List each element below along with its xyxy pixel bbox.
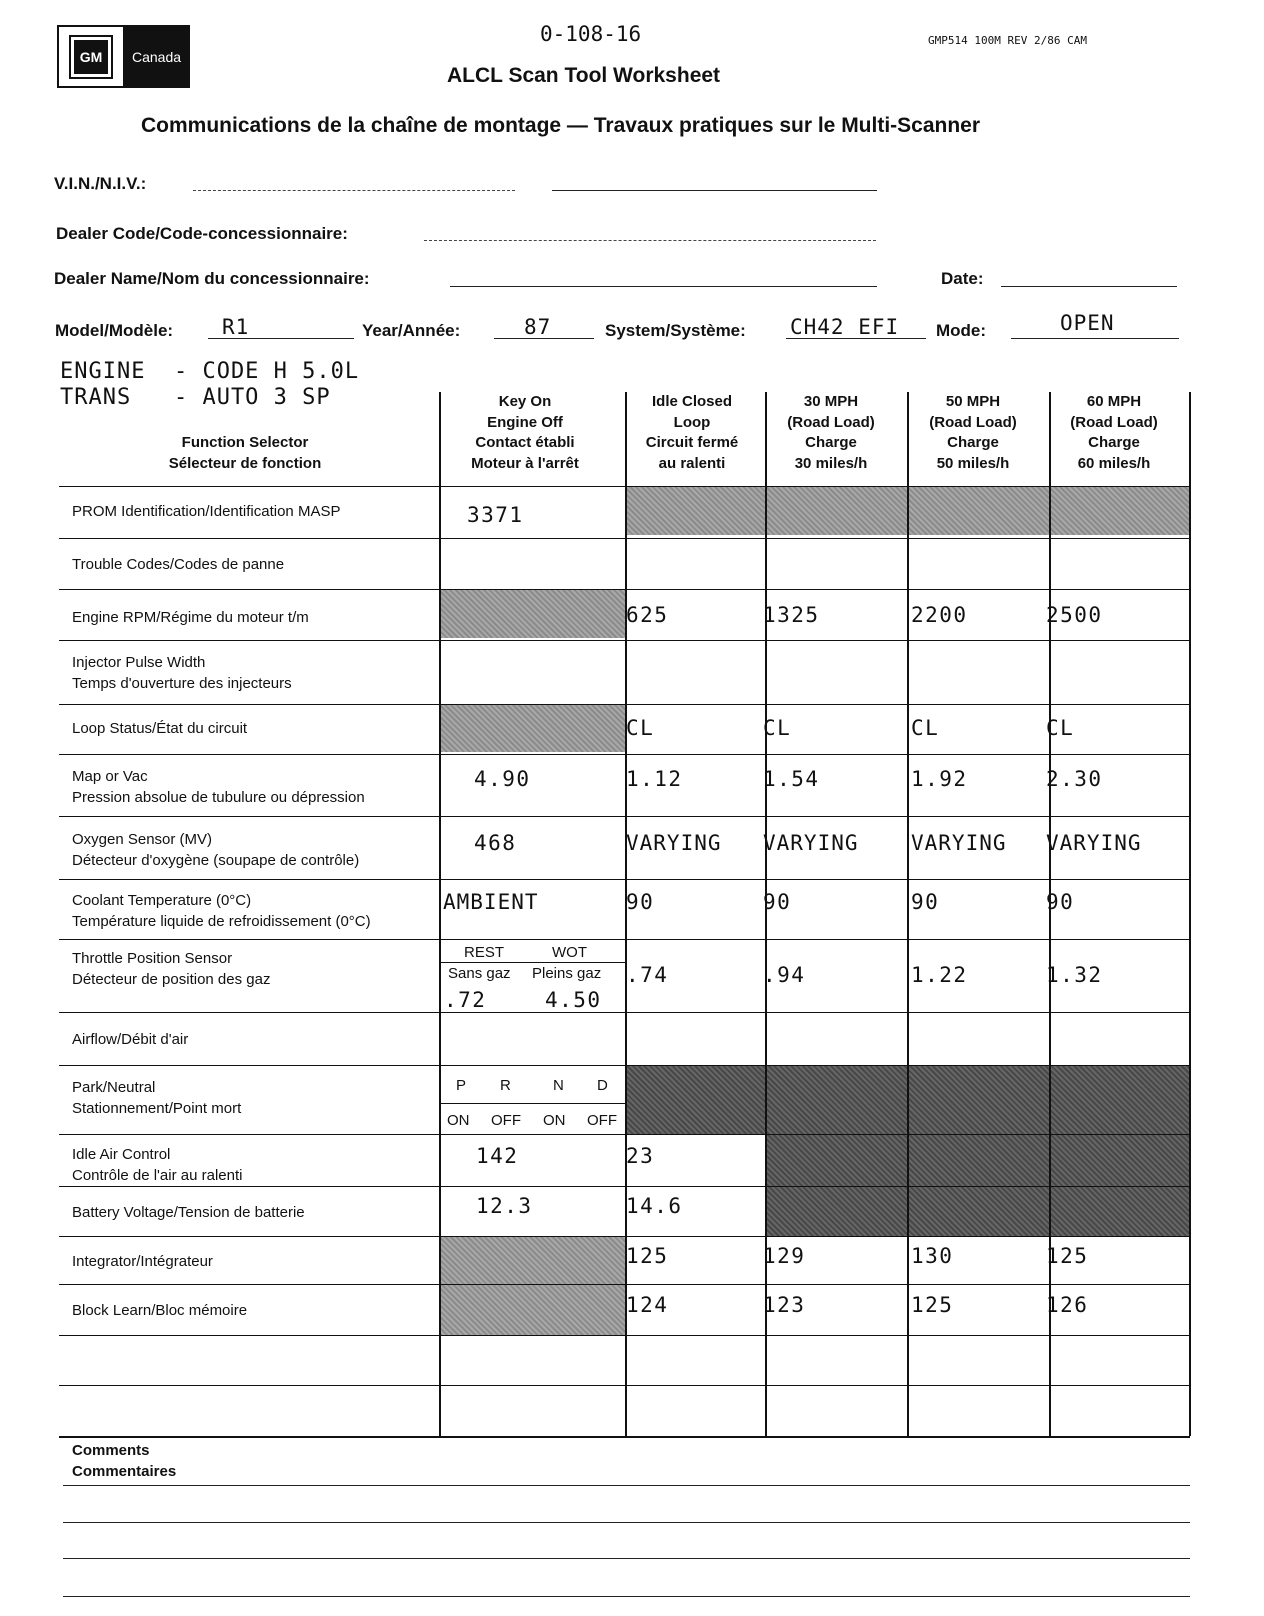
model-label: Model/Modèle: [55, 321, 174, 340]
rpm-30mph: 1325 [763, 603, 820, 627]
comments-line-4[interactable] [63, 1596, 1190, 1597]
column-header-idle: Idle Closed Loop Circuit fermé au ralenti [645, 393, 739, 472]
column-divider [765, 392, 767, 1436]
coolant-key-on: AMBIENT [443, 890, 539, 914]
map-50mph: 1.92 [911, 767, 968, 791]
oxygen-50mph: VARYING [911, 831, 1007, 855]
map-60mph: 2.30 [1046, 767, 1103, 791]
integrator-60mph: 125 [1046, 1244, 1089, 1268]
form-number: 0-108-16 [540, 22, 642, 46]
block-learn-50mph: 125 [911, 1293, 954, 1317]
column-header-50mph: 50 MPH (Road Load) Charge 50 miles/h [929, 393, 1017, 472]
oxygen-60mph: VARYING [1046, 831, 1142, 855]
row-label-throttle: Throttle Position Sensor Détecteur de position des gaz [72, 950, 271, 988]
rpm-60mph: 2500 [1046, 603, 1103, 627]
park-n-label: N [553, 1077, 564, 1094]
row-label-map: Map or Vac Pression absolue de tubulure ou dépression [72, 768, 365, 806]
iac-key-on: 142 [476, 1144, 519, 1168]
block-learn-idle: 124 [626, 1293, 669, 1317]
column-divider [907, 392, 909, 1436]
comments-label: Comments Commentaires [72, 1442, 177, 1480]
column-divider [625, 392, 627, 1436]
date-field[interactable] [1001, 286, 1177, 287]
block-learn-30mph: 123 [763, 1293, 806, 1317]
throttle-30mph: .94 [763, 963, 806, 987]
throttle-pleins-gaz-label: Pleins gaz [532, 965, 602, 982]
vin-field-1[interactable] [193, 190, 515, 191]
throttle-60mph: 1.32 [1046, 963, 1103, 987]
column-header-selector: Function Selector Sélecteur de fonction [168, 434, 322, 472]
row-label-rpm: Engine RPM/Régime du moteur t/m [72, 609, 309, 626]
map-key-on: 4.90 [474, 767, 531, 791]
row-label-loop-status: Loop Status/État du circuit [72, 720, 248, 737]
row-label-block-learn: Block Learn/Bloc mémoire [72, 1302, 248, 1319]
gm-logo-mark [59, 27, 125, 86]
shaded-block-integrator [440, 1236, 626, 1335]
park-off-1: OFF [491, 1112, 521, 1129]
throttle-sans-gaz-label: Sans gaz [448, 965, 511, 982]
throttle-rest-value: .72 [444, 988, 487, 1012]
throttle-idle: .74 [626, 963, 669, 987]
dealer-name-label: Dealer Name/Nom du concessionnaire: [54, 269, 370, 288]
year-label: Year/Année: [362, 321, 461, 340]
row-label-injector: Injector Pulse Width Temps d'ouverture des injecteurs [72, 654, 292, 692]
park-on-2: ON [543, 1112, 566, 1129]
gm-logo-text: GM [71, 37, 111, 77]
column-divider [1049, 392, 1051, 1436]
table-bottom-rule [59, 1436, 1190, 1438]
vin-field-2[interactable] [552, 190, 877, 191]
year-value: 87 [524, 315, 552, 339]
row-label-airflow: Airflow/Débit d'air [72, 1031, 189, 1048]
coolant-50mph: 90 [911, 890, 940, 914]
vin-label: V.I.N./N.I.V.: [54, 174, 147, 193]
trans-note: TRANS - AUTO 3 SP [60, 385, 331, 410]
rpm-idle: 625 [626, 603, 669, 627]
oxygen-idle: VARYING [626, 831, 722, 855]
gm-canada-logo [57, 25, 190, 88]
park-r-label: R [500, 1077, 511, 1094]
column-divider [1189, 392, 1191, 1436]
throttle-50mph: 1.22 [911, 963, 968, 987]
shaded-block-rpm [440, 590, 626, 638]
rpm-50mph: 2200 [911, 603, 968, 627]
integrator-idle: 125 [626, 1244, 669, 1268]
shaded-block-loop [440, 705, 626, 752]
row-label-oxygen: Oxygen Sensor (MV) Détecteur d'oxygène (soupape de contrôle) [72, 831, 360, 869]
row-label-battery: Battery Voltage/Tension de batterie [72, 1204, 305, 1221]
loop-idle: CL [626, 716, 655, 740]
comments-line-1[interactable] [63, 1485, 1190, 1486]
battery-idle: 14.6 [626, 1194, 683, 1218]
dealer-code-label: Dealer Code/Code-concessionnaire: [56, 224, 348, 243]
prom-key-on: 3371 [467, 503, 524, 527]
mode-label: Mode: [936, 321, 987, 340]
canada-logo-text: Canada [125, 27, 188, 86]
park-on-1: ON [447, 1112, 470, 1129]
throttle-wot-value: 4.50 [545, 988, 602, 1012]
model-value: R1 [222, 315, 250, 339]
dealer-name-field[interactable] [450, 286, 877, 287]
block-learn-60mph: 126 [1046, 1293, 1089, 1317]
row-label-park-neutral: Park/Neutral Stationnement/Point mort [72, 1079, 242, 1117]
loop-30mph: CL [763, 716, 792, 740]
loop-50mph: CL [911, 716, 940, 740]
form-subtitle: Communications de la chaîne de montage — Travaux pratiques sur le Multi-Scanner [141, 114, 981, 137]
park-off-2: OFF [587, 1112, 617, 1129]
iac-idle: 23 [626, 1144, 655, 1168]
form-code: GMP514 100M REV 2/86 CAM [928, 34, 1087, 47]
column-header-60mph: 60 MPH (Road Load) Charge 60 miles/h [1070, 393, 1158, 472]
throttle-rest-label: REST [464, 944, 505, 961]
shaded-block-iac-battery [766, 1134, 1190, 1236]
battery-key-on: 12.3 [476, 1194, 533, 1218]
coolant-30mph: 90 [763, 890, 792, 914]
column-header-30mph: 30 MPH (Road Load) Charge 30 miles/h [787, 393, 875, 472]
map-30mph: 1.54 [763, 767, 820, 791]
row-label-integrator: Integrator/Intégrateur [72, 1253, 213, 1270]
coolant-idle: 90 [626, 890, 655, 914]
mode-value: OPEN [1060, 311, 1115, 335]
oxygen-30mph: VARYING [763, 831, 859, 855]
oxygen-key-on: 468 [474, 831, 517, 855]
coolant-60mph: 90 [1046, 890, 1075, 914]
integrator-50mph: 130 [911, 1244, 954, 1268]
comments-line-3[interactable] [63, 1558, 1190, 1559]
integrator-30mph: 129 [763, 1244, 806, 1268]
system-value: CH42 EFI [790, 315, 900, 339]
engine-note: ENGINE - CODE H 5.0L [60, 359, 360, 384]
row-label-coolant: Coolant Temperature (0°C) Température liquide de refroidissement (0°C) [72, 892, 371, 930]
throttle-sub-rule [440, 962, 626, 963]
park-d-label: D [597, 1077, 608, 1094]
system-label: System/Système: [605, 321, 746, 340]
row-label-prom: PROM Identification/Identification MASP [72, 503, 341, 520]
row-label-iac: Idle Air Control Contrôle de l'air au ralenti [72, 1146, 243, 1184]
loop-60mph: CL [1046, 716, 1075, 740]
throttle-wot-label: WOT [552, 944, 587, 961]
park-sub-rule [440, 1103, 626, 1104]
map-idle: 1.12 [626, 767, 683, 791]
dealer-code-field[interactable] [424, 240, 876, 241]
column-header-key-on: Key On Engine Off Contact établi Moteur à l'arrêt [471, 393, 579, 472]
comments-line-2[interactable] [63, 1522, 1190, 1523]
form-title: ALCL Scan Tool Worksheet [447, 64, 721, 87]
row-label-trouble-codes: Trouble Codes/Codes de panne [72, 556, 285, 573]
column-divider [439, 392, 441, 1436]
park-p-label: P [456, 1077, 467, 1094]
mode-field[interactable] [1011, 338, 1179, 339]
date-label: Date: [941, 269, 984, 288]
